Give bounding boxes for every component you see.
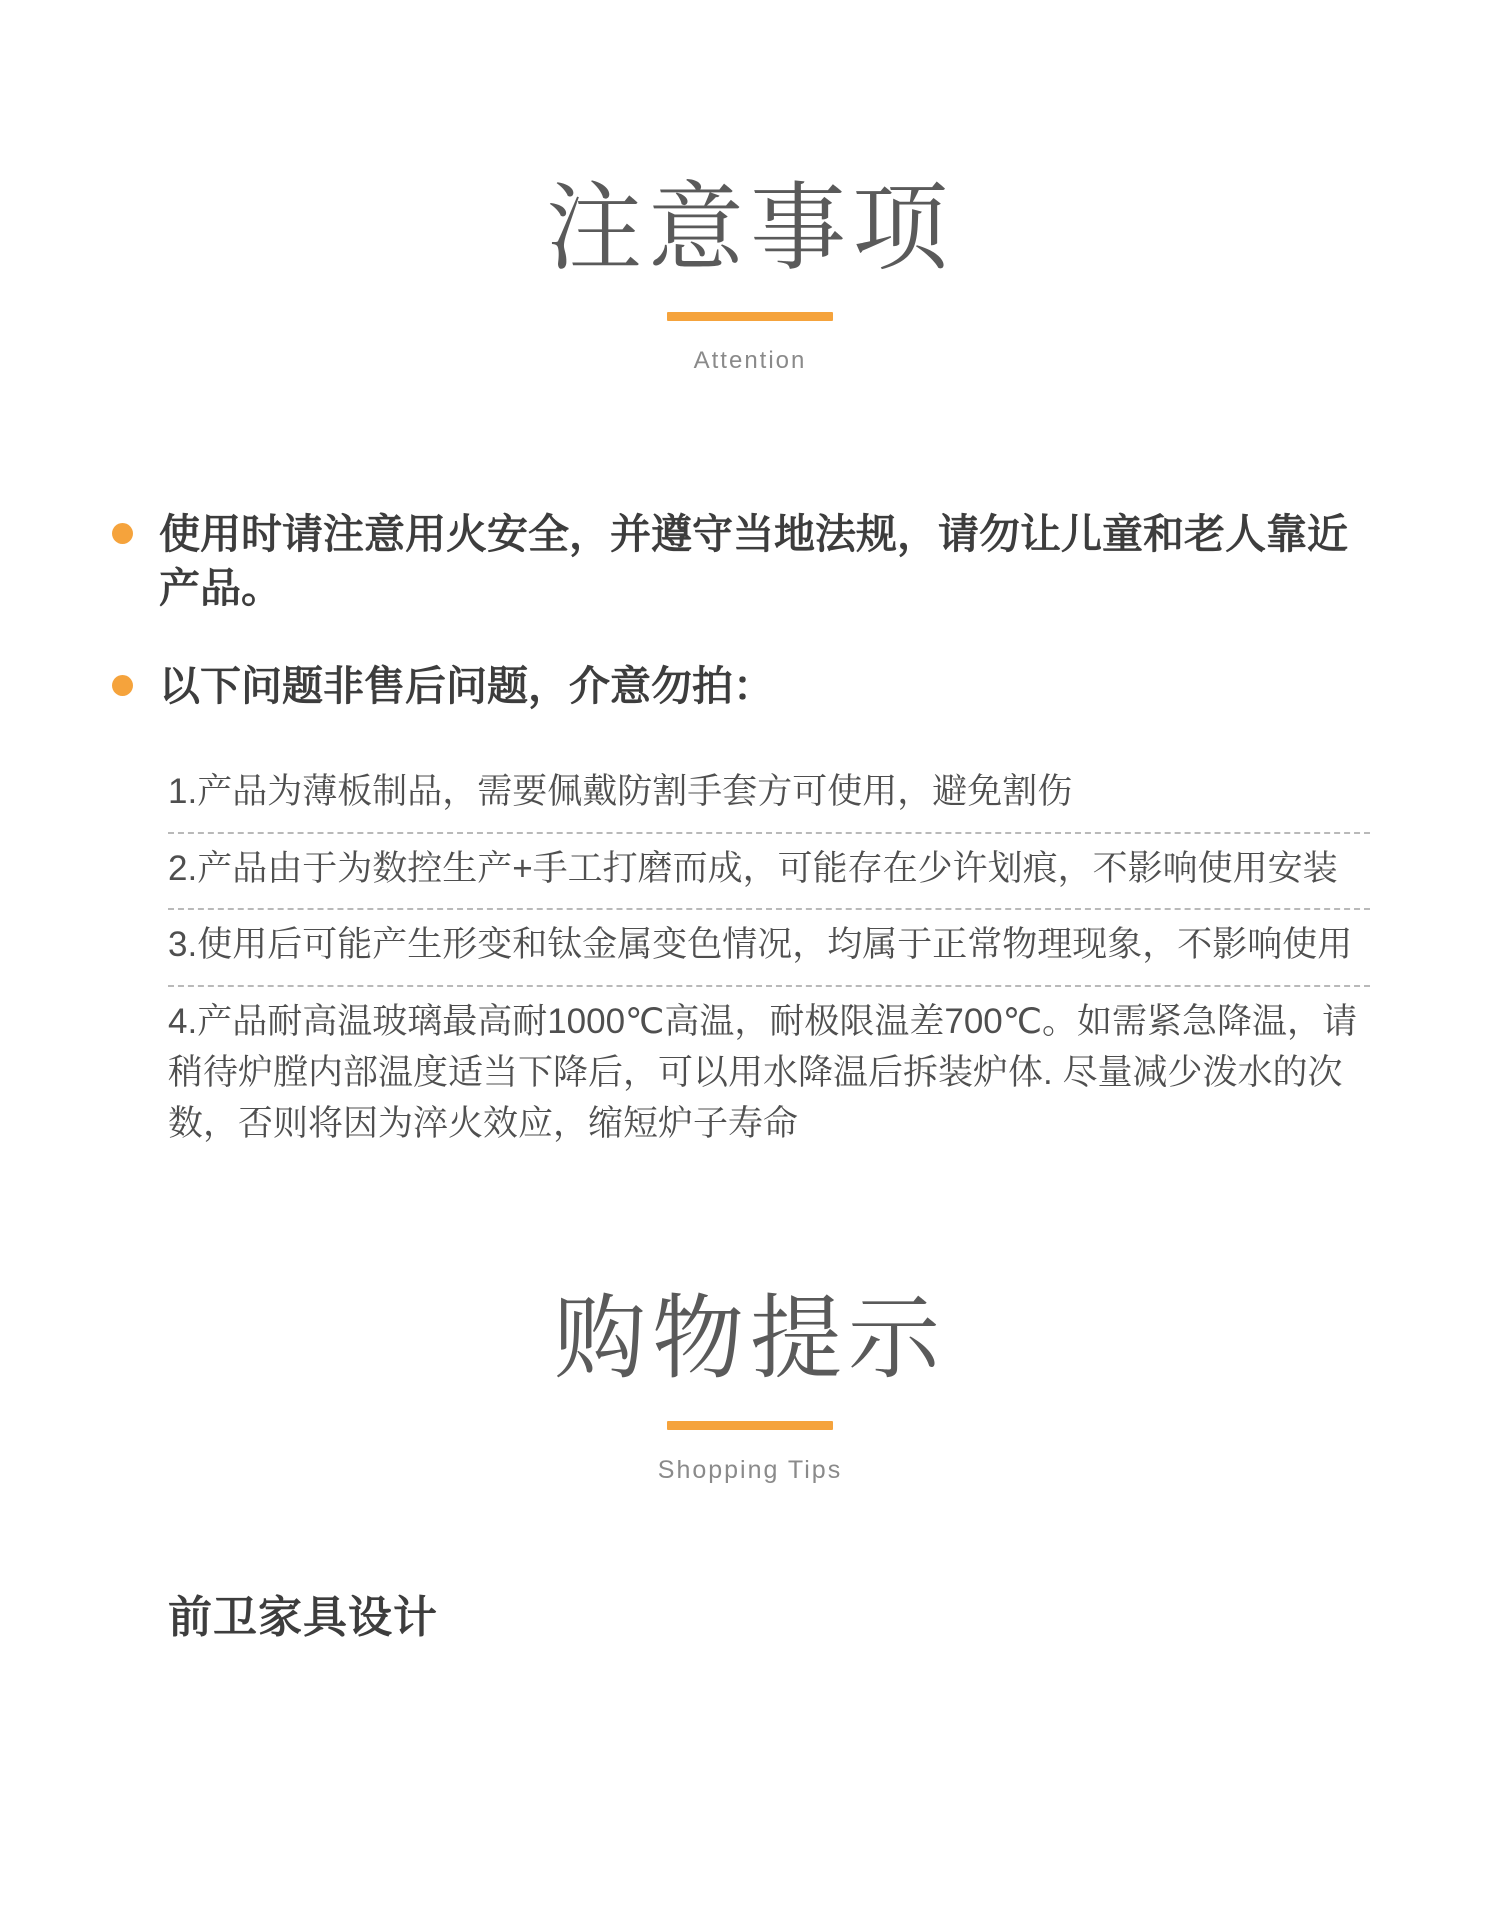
shopping-heading-block [0,1289,1500,1484]
bullet-dot-icon [112,523,133,544]
attention-heading-block [0,176,1500,375]
attention-title-en: Attention [693,346,807,374]
shopping-title-en: Shopping Tips [657,1455,843,1484]
attention-note-4: 4.产品耐高温玻璃最高耐1000℃高温，耐极限温差700℃。如需紧急降温，请稍待炉膛内部温度适当下降后，可以用水降温后拆装炉体. 尽量减少泼水的次数，否则将因为淬火效应，缩短炉子寿命 [168,1002,1358,1143]
shopping-tips-section [0,1163,1500,1644]
attention-bullet-list [0,507,1500,713]
attention-title-zh: 注意事项 [546,175,954,282]
attention-bullet-2: 以下问题非售后问题，介意勿拍： [159,662,774,709]
shopping-tips-body [0,1485,1500,1645]
shopping-accent-bar [667,1421,833,1430]
shopping-tip-heading: 前卫家具设计 [168,1592,438,1642]
list-item [112,507,1370,615]
attention-note-3: 3.使用后可能产生形变和钛金属变色情况，均属于正常物理现象，不影响使用 [168,925,1353,965]
attention-bullet-1: 使用时请注意用火安全，并遵守当地法规，请勿让儿童和老人靠近产品。 [159,510,1348,611]
bullet-dot-icon [112,675,133,696]
attention-note-list [0,757,1500,1164]
attention-note-2: 2.产品由于为数控生产+手工打磨而成，可能存在少许划痕，不影响使用安装 [168,848,1338,888]
attention-accent-bar [667,312,833,321]
attention-note-1: 1.产品为薄板制品，需要佩戴防割手套方可使用，避免割伤 [168,771,1073,811]
shopping-title-zh: 购物提示 [553,1288,946,1391]
list-item [112,659,1370,713]
